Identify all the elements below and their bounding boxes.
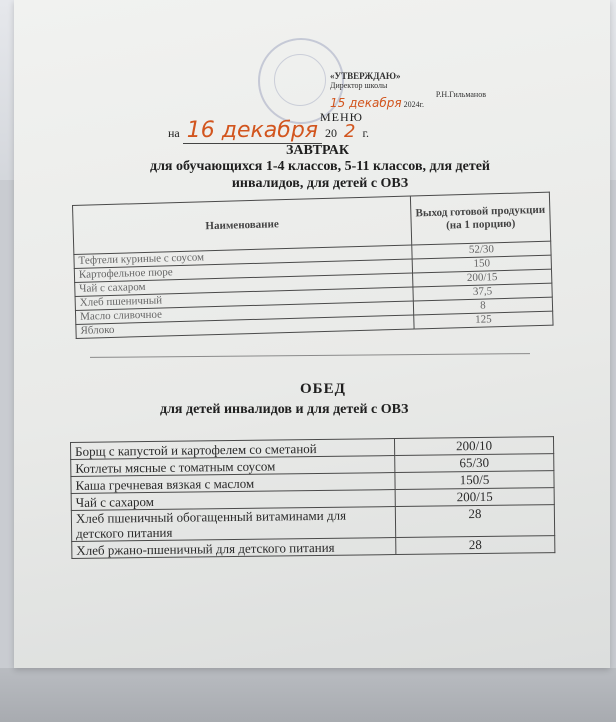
breakfast-title: ЗАВТРАК (286, 143, 350, 158)
item-name: Чай с сахаром (75, 273, 413, 296)
item-name: Котлеты мясные с томатным соусом (71, 456, 395, 477)
item-name: Хлеб пшеничный (75, 287, 413, 310)
menu-date-line (168, 118, 369, 144)
breakfast-subtitle: для обучающихся 1-4 классов, 5-11 классов, для детей инвалидов, для детей с ОВЗ (150, 159, 490, 191)
item-name: Хлеб ржано-пшеничный для детского питания (72, 538, 396, 559)
item-amount: 28 (396, 536, 555, 555)
menu-handwritten-date: 16 декабря (186, 118, 319, 143)
item-name: Чай с сахаром (71, 490, 395, 511)
approval-handwritten-date: 15 декабря (330, 96, 402, 110)
lunch-title: ОБЕД (300, 381, 346, 397)
approval-block (330, 72, 530, 109)
column-header-name: Наименование (73, 196, 412, 254)
item-amount: 37,5 (413, 283, 552, 301)
background-bottom (0, 668, 616, 722)
menu-handwritten-year: 2 (344, 121, 356, 142)
item-name: Каша гречневая вязкая с маслом (71, 473, 395, 494)
item-amount: 200/15 (395, 488, 554, 507)
item-name: Хлеб пшеничный обогащенный витаминами для детского питания (71, 507, 395, 542)
item-name: Яблоко (76, 315, 414, 338)
item-name: Тефтели куриные с соусом (74, 245, 412, 268)
approval-header: «УТВЕРЖДАЮ» (330, 71, 401, 81)
item-amount: 200/10 (394, 437, 553, 456)
item-amount: 200/15 (413, 269, 552, 287)
item-amount: 52/30 (412, 241, 551, 259)
menu-year-suffix: г. (362, 126, 370, 140)
item-amount: 150/5 (395, 471, 554, 490)
approval-year: 2024г. (403, 100, 424, 109)
item-amount: 150 (412, 255, 551, 273)
item-amount: 8 (413, 297, 552, 315)
approval-date-line (330, 96, 530, 110)
menu-date-field (183, 118, 322, 144)
item-name: Масло сливочное (75, 301, 413, 324)
menu-title: МЕНЮ (320, 110, 363, 124)
item-name: Борщ с капустой и картофелем со сметаной (71, 439, 395, 460)
approval-position: Директор школы (330, 81, 388, 90)
item-amount: 125 (414, 311, 553, 329)
item-amount: 65/30 (395, 454, 554, 473)
menu-year-prefix: 20 (325, 126, 338, 140)
lunch-subtitle: для детей инвалидов и для детей с ОВЗ (160, 402, 409, 417)
menu-date-prefix: на (168, 126, 180, 140)
item-name: Картофельное пюре (74, 259, 412, 282)
breakfast-table (72, 192, 554, 339)
item-amount: 28 (395, 505, 554, 538)
column-header-amount: Выход готовой продукции (на 1 порцию) (410, 192, 550, 245)
approval-name: Р.Н.Гильманов (435, 90, 486, 99)
lunch-table (70, 436, 555, 559)
